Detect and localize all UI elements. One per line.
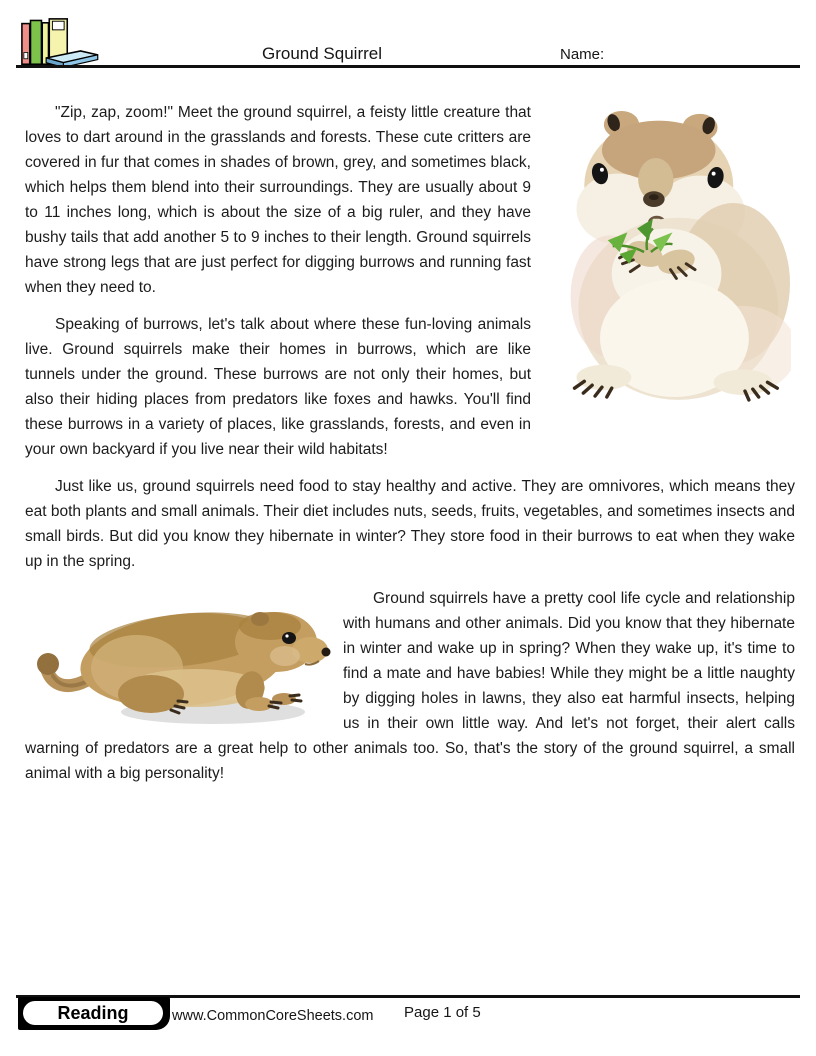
header-divider	[16, 65, 800, 68]
reading-badge-label: Reading	[23, 1001, 163, 1025]
paragraph-1: "Zip, zap, zoom!" Meet the ground squirrel, a feisty little creature that loves to dart around in the grasslands and forests. These cute critters are covered in fur that comes in shades of brown, grey, and sometimes black, which helps them blend into their surroundings. They are usually about 9 to 11 inches long, which is about the size of a big ruler, and they have bushy tails that add another 5 to 9 inches to their length. Ground squirrels have strong legs that are just perfect for digging burrows and running fast when they need to.	[25, 104, 531, 296]
paragraph-2: Speaking of burrows, let's talk about where these fun-loving animals live. Ground squirrels make their homes in burrows, which are like tunnels under the ground. These burrows are not only their homes, but also their hiding places from predators like foxes and hawks. You'll find these burrows in a variety of places, like grasslands, forests, and even in your own backyard if you live near their wild habitats!	[25, 316, 531, 458]
reading-passage	[25, 100, 795, 798]
reading-badge	[18, 997, 170, 1030]
squirrel-side-image	[25, 586, 337, 736]
name-label: Name:	[560, 46, 605, 63]
worksheet-title: Ground Squirrel	[262, 44, 383, 63]
page-number: Page 1 of 5	[404, 1004, 481, 1021]
paragraph-4: Ground squirrels have a pretty cool life cycle and relationship with humans and other animals. Did you know that they hibernate in winter and wake up in spring? When they wake up, it's time to find a mate and have babies! While they might be a little naughty by digging holes in lawns, they also eat harmful insects, helping us in their own little way. And let's not forget, their alert calls warning of predators are a great help to other animals too. So, that's the story of the ground squirrel, a small animal with a big personality!	[25, 590, 795, 782]
books-stack-icon	[18, 14, 104, 66]
squirrel-standing-image	[545, 100, 795, 432]
paragraph-3: Just like us, ground squirrels need food to stay healthy and active. They are omnivores, which means they eat both plants and small animals. Their diet includes nuts, seeds, fruits, vegetables, and sometimes insects and small birds. But did you know they hibernate in winter? They store food in their burrows to eat when they wake up in the spring.	[25, 478, 795, 570]
website-text: www.CommonCoreSheets.com	[172, 1008, 374, 1024]
